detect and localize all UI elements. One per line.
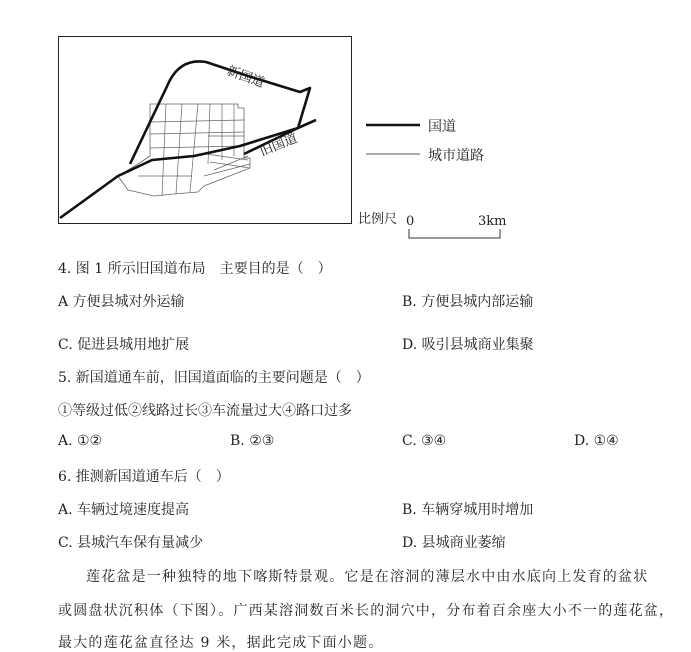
question-6-option-a: A. 车辆过境速度提高 <box>58 502 190 518</box>
question-6-option-b: B. 车辆穿城用时增加 <box>402 502 534 518</box>
new-national-road-label: 新国道 <box>224 63 267 92</box>
question-6-option-c: C. 县城汽车保有量减少 <box>58 535 204 551</box>
road-map-figure <box>58 36 352 224</box>
passage-line-2: 或圆盘状沉积体（下图）。广西某溶洞数百米长的洞穴中，分布着百余座大小不一的莲花盆， <box>58 603 675 619</box>
question-6-stem: 6. 推测新国道通车后（ ） <box>58 469 230 485</box>
legend-national-road-label: 国道 <box>428 119 456 135</box>
question-5-option-d: D. ①④ <box>574 433 619 449</box>
scale-end: 3km <box>478 214 507 229</box>
scale-bar <box>408 229 502 241</box>
scale-start: 0 <box>406 214 415 229</box>
question-5-option-b: B. ②③ <box>230 433 275 449</box>
passage-line-3: 最大的莲花盆直径达 9 米，据此完成下面小题。 <box>58 635 384 651</box>
question-5-option-c: C. ③④ <box>402 433 447 449</box>
question-5-stem: 5. 新国道通车前，旧国道面临的主要问题是（ ） <box>58 370 370 386</box>
question-5-option-a: A. ①② <box>58 433 103 449</box>
question-4-option-c: C. 促进县城用地扩展 <box>58 337 190 353</box>
map-frame <box>59 37 352 224</box>
old-national-road-label: 旧国道 <box>257 131 300 160</box>
question-4-stem: 4. 图 1 所示旧国道布局 主要目的是（ ） <box>58 261 332 277</box>
scale-label: 比例尺 <box>358 212 398 227</box>
legend-lines <box>366 118 422 162</box>
question-4-option-d: D. 吸引县城商业集聚 <box>402 337 534 353</box>
question-5-statements: ①等级过低②线路过长③车流量过大④路口过多 <box>58 403 352 419</box>
passage-line-1: 莲花盆是一种独特的地下喀斯特景观。它是在溶洞的薄层水中由水底向上发育的盆状 <box>86 569 649 585</box>
question-4-option-b: B. 方便县城内部运输 <box>402 294 534 310</box>
question-4-option-a: A 方便县城对外运输 <box>58 294 185 310</box>
legend-city-road-label: 城市道路 <box>428 148 484 164</box>
question-6-option-d: D. 县城商业萎缩 <box>402 535 506 551</box>
